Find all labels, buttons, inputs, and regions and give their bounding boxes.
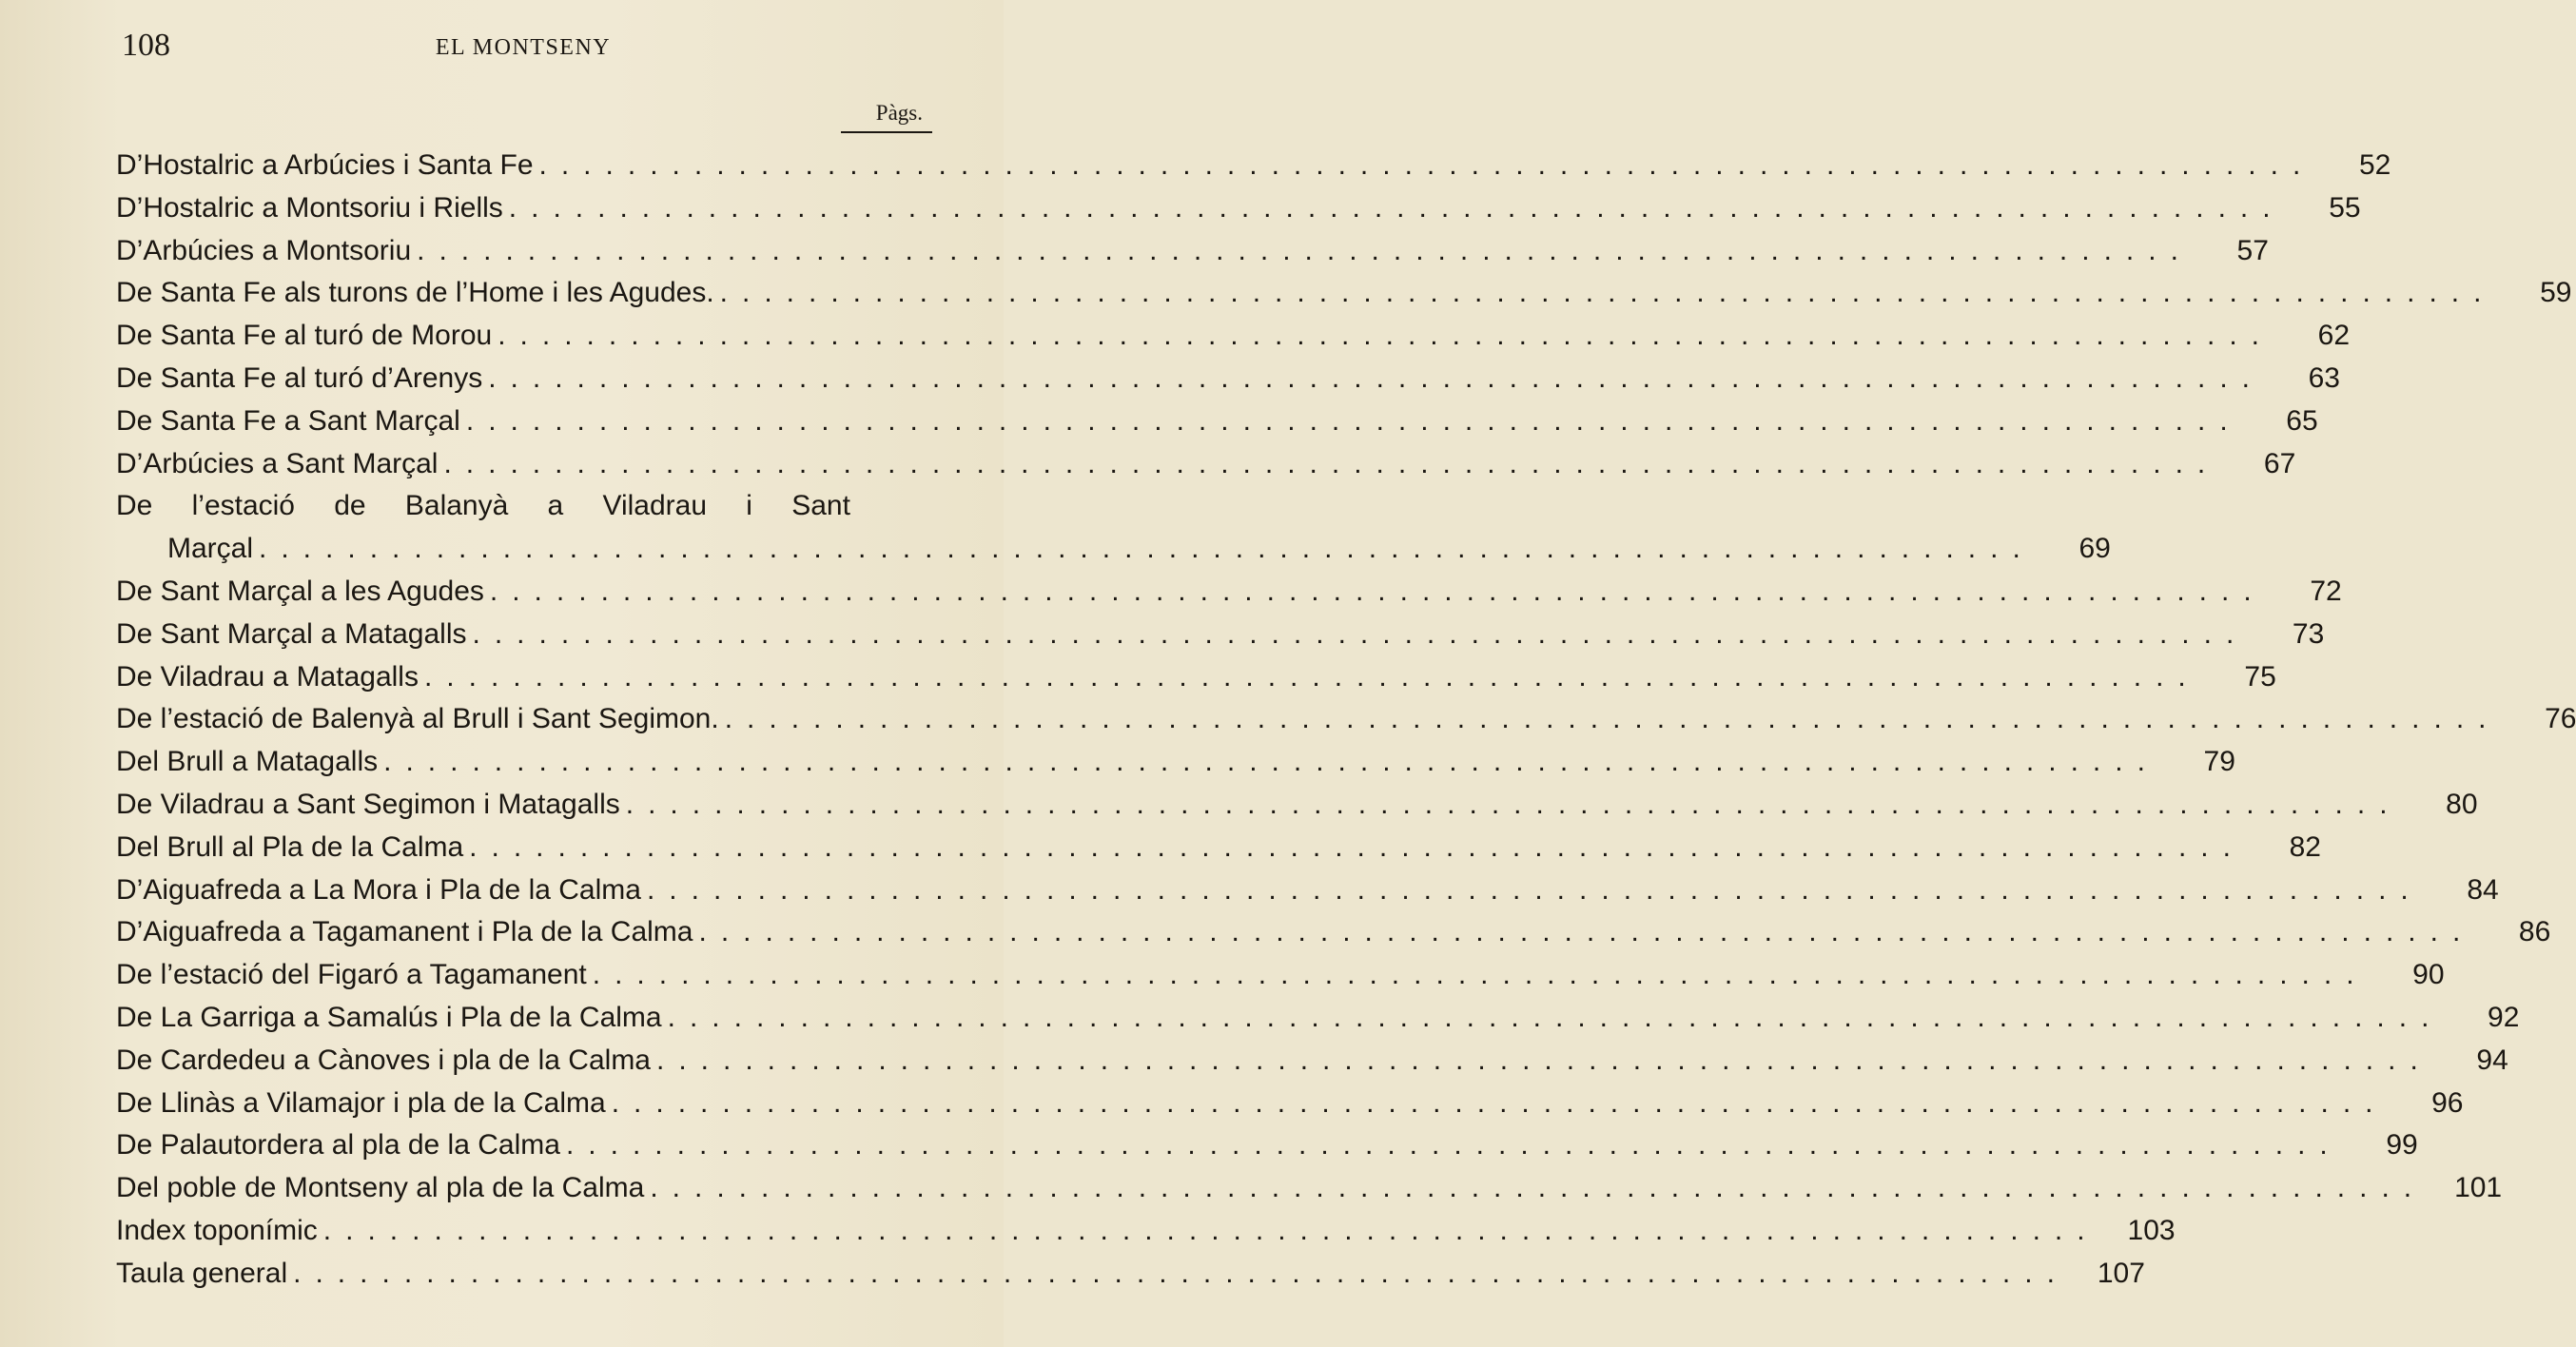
dot-leader: ................................................................................ <box>465 404 2242 437</box>
dot-leader: ................................................................................ <box>293 1257 2069 1289</box>
dot-leader: ................................................................................ <box>469 830 2245 863</box>
dot-leader: ................................................................................ <box>443 447 2220 479</box>
toc-entry-continuation <box>116 528 2111 571</box>
dot-leader: ................................................................................ <box>488 361 2264 394</box>
toc-entry <box>116 145 2391 187</box>
toc-entry <box>116 1210 2176 1253</box>
toc-entry <box>116 400 2318 443</box>
dot-leader: ................................................................................ <box>322 1214 2099 1246</box>
toc-entry-page: 99 <box>2386 1129 2418 1162</box>
toc-entry-page: 67 <box>2263 447 2296 479</box>
toc-entry-page: 103 <box>2127 1214 2176 1246</box>
dot-leader: ................................................................................ <box>538 149 2315 181</box>
dot-leader: ................................................................................ <box>383 746 2159 778</box>
dot-leader: ................................................................................ <box>646 873 2423 906</box>
toc-entry-page: 86 <box>2518 916 2551 948</box>
dot-leader: ................................................................................ <box>489 575 2266 607</box>
toc-entry-title: Del Brull al Pla de la Calma <box>116 830 464 863</box>
toc-entry-title: Index toponímic <box>116 1214 318 1246</box>
dot-leader: ................................................................................ <box>259 533 2035 565</box>
toc-entry-title: D’Arbúcies a Sant Marçal <box>116 447 439 479</box>
toc-entry-title: De Viladrau a Matagalls <box>116 660 419 693</box>
toc-entry-title: De l’estació de Balenyà al Brull i Sant Segimon. <box>116 703 719 735</box>
toc-entry-page: 90 <box>2412 959 2445 991</box>
toc-entry <box>116 230 2269 273</box>
dot-leader: ................................................................................ <box>498 320 2274 352</box>
running-title: EL MONTSENY <box>435 35 612 60</box>
toc-entry <box>116 698 2576 741</box>
toc-entry <box>116 1124 2418 1167</box>
toc-entry <box>116 741 2235 784</box>
dot-leader: ................................................................................ <box>625 788 2402 820</box>
toc-entry <box>116 1083 2464 1125</box>
toc-entry <box>116 827 2321 869</box>
toc-entry-wrapped-line <box>116 485 936 528</box>
toc-entry-title: D’Aiguafreda a Tagamanent i Pla de la Calma <box>116 916 693 948</box>
title-word: i <box>746 490 752 522</box>
dot-leader: ................................................................................ <box>592 959 2369 991</box>
toc-entry-title: De La Garriga a Samalús i Pla de la Calma <box>116 1001 662 1033</box>
dot-leader: ................................................................................ <box>472 617 2249 650</box>
toc-entry-page: 63 <box>2308 361 2340 394</box>
toc-entry-page: 101 <box>2454 1172 2503 1204</box>
toc-entry-title: Marçal <box>167 533 254 565</box>
toc-entry-title: De Sant Marçal a les Agudes <box>116 575 484 607</box>
dot-leader: ................................................................................ <box>667 1001 2444 1033</box>
toc-entry <box>116 443 2296 486</box>
dot-leader: ................................................................................ <box>611 1086 2388 1119</box>
toc-entry-page: 76 <box>2545 703 2576 735</box>
title-word: Viladrau <box>602 490 708 522</box>
table-of-contents <box>116 145 2576 1296</box>
toc-entry-page: 59 <box>2540 277 2572 309</box>
title-word: De <box>116 490 153 522</box>
page-header <box>114 27 932 65</box>
toc-entry-page: 80 <box>2446 788 2478 820</box>
toc-entry <box>116 1253 2145 1296</box>
toc-entry-page: 73 <box>2292 617 2325 650</box>
title-word: a <box>547 490 564 522</box>
toc-entry-title: D’Arbúcies a Montsoriu <box>116 234 412 266</box>
toc-entry <box>116 656 2276 699</box>
dot-leader: ................................................................................ <box>698 916 2475 948</box>
toc-entry-title: De Viladrau a Sant Segimon i Matagalls <box>116 788 620 820</box>
dot-leader: ................................................................................ <box>417 234 2193 266</box>
toc-entry-page: 52 <box>2358 149 2391 181</box>
toc-entry-page: 94 <box>2476 1044 2508 1076</box>
toc-entry-page: 75 <box>2244 660 2276 693</box>
toc-entry <box>116 315 2351 358</box>
toc-entry-page: 55 <box>2329 191 2361 224</box>
toc-entry-title: De Santa Fe als turons de l’Home i les Agudes. <box>116 277 714 309</box>
toc-entry-page: 57 <box>2236 234 2269 266</box>
toc-entry-title <box>116 485 850 528</box>
toc-entry-title: De Cardedeu a Cànoves i pla de la Calma <box>116 1044 651 1076</box>
toc-entry <box>116 571 2342 614</box>
toc-entry-title: D’Hostalric a Montsoriu i Riells <box>116 191 503 224</box>
title-word: l’estació <box>191 490 295 522</box>
toc-entry-page: 79 <box>2203 746 2235 778</box>
dot-leader: ................................................................................ <box>565 1129 2342 1162</box>
toc-entry-title: D’Aiguafreda a La Mora i Pla de la Calma <box>116 873 641 906</box>
toc-entry <box>116 784 2478 827</box>
toc-entry-title: De Llinàs a Vilamajor i pla de la Calma <box>116 1086 606 1119</box>
toc-entry-title: De Sant Marçal a Matagalls <box>116 617 467 650</box>
toc-entry <box>116 358 2340 400</box>
toc-entry-page: 96 <box>2431 1086 2464 1119</box>
toc-entry-page: 62 <box>2317 320 2351 352</box>
toc-entry-page: 65 <box>2286 404 2318 437</box>
dot-leader: ................................................................................ <box>719 277 2496 309</box>
pages-column-header <box>841 99 932 133</box>
toc-entry-page: 107 <box>2097 1257 2145 1289</box>
toc-entry-title: De Palautordera al pla de la Calma <box>116 1129 560 1162</box>
toc-entry-title: De Santa Fe al turó de Morou <box>116 320 493 352</box>
dot-leader: ................................................................................ <box>650 1172 2427 1204</box>
toc-entry <box>116 869 2499 912</box>
toc-entry-title: De Santa Fe a Sant Marçal <box>116 404 460 437</box>
pages-column-rule <box>841 131 932 133</box>
toc-entry <box>116 614 2325 656</box>
toc-entry-title: Del Brull a Matagalls <box>116 746 379 778</box>
toc-entry <box>116 997 2520 1040</box>
toc-entry <box>116 954 2445 997</box>
dot-leader: ................................................................................ <box>423 660 2200 693</box>
toc-entry-title: De Santa Fe al turó d’Arenys <box>116 361 483 394</box>
pages-column-label: Pàgs. <box>875 101 923 125</box>
dot-leader: ................................................................................ <box>508 191 2285 224</box>
toc-entry-page: 92 <box>2488 1001 2520 1033</box>
toc-entry-title: Taula general <box>116 1257 288 1289</box>
toc-entry-page: 69 <box>2078 533 2111 565</box>
toc-entry <box>116 1040 2508 1083</box>
title-word: de <box>334 490 366 522</box>
toc-entry-page: 82 <box>2289 830 2321 863</box>
toc-entry <box>116 272 2572 315</box>
title-word: Balanyà <box>404 490 509 522</box>
toc-entry-title: Del poble de Montseny al pla de la Calma <box>116 1172 645 1204</box>
title-word: Sant <box>791 490 850 522</box>
dot-leader: ................................................................................ <box>656 1044 2432 1076</box>
toc-entry-page: 72 <box>2310 575 2342 607</box>
toc-entry-page: 84 <box>2467 873 2499 906</box>
toc-entry <box>116 187 2361 230</box>
toc-entry <box>116 911 2551 954</box>
page-number: 108 <box>122 28 170 63</box>
toc-entry <box>116 1167 2503 1210</box>
dot-leader: ................................................................................ <box>724 703 2501 735</box>
toc-entry-title: D’Hostalric a Arbúcies i Santa Fe <box>116 149 534 181</box>
toc-entry-title: De l’estació del Figaró a Tagamanent <box>116 959 587 991</box>
